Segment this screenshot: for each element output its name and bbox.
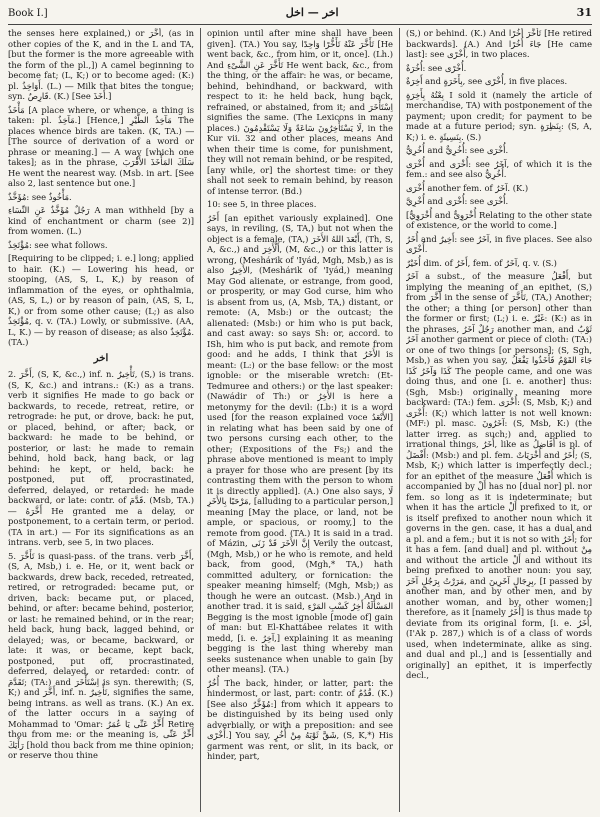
entry-paragraph: opinion until after mine shall have been given]. (TA.) You say, تَأَخَّرَ عَنْهُ تَأَخُّرًا وَاحِدًا [He went back, &c., from him, or it, once]. (Lh.) And تَأَخَّرَ عَنِ الشَّىْءِ He went back, &c., from the thing, or the affair: he was, or became, behind, behindhand, or backward, with respect to it: he held back, hung back, refrained, or abstained, from it; and اِسْتَأْخَرَ signifies the same. (The Lexicons in many places.) لَا يَسْتَأْخِرُونَ سَاعَةً وَلَا يَسْتَقْدِمُونَ, in the Kur vii. 32 and other places, means And when their time is come, for punishment, they will not remain behind, or be respited, [any while, or] the shortest time: or they shall not seek to remain behind, by reason of intense terror. (Bd.) — [207, 28, 394, 196]
entry-paragraph: مَأْخَذٌ [A place where, or whence, a thing is taken: pl. مَآخِذُ.] [Hence,] مَآخِذُ الطَّيْرِ The places whence birds are taken. (K, TA.) ― [The source of derivation of a word or phrase or meaning.] ― A way [which one takes]; as in the phrase, سَلَكَ المَأْخَذَ الأَقْرَبَ He went the nearest way. (Msb. in art. [See also 2, last sentence but one.] — [8, 104, 195, 188]
entry-paragraph: أَخِرَةٌ and بِأَخَرَةٍ, see أُخْرًى, in five places. — [406, 76, 568, 86]
entry-paragraph: أُخَرُ and أَخِيرٌ: see آخَرُ, in five places. See also أُخْرًى. — [406, 233, 593, 254]
entry-paragraph: أَخَرُ [an epithet variously explained]. One says, in reviling, (S, TA,) but not when the object is a female, (TA,) أَبْعَدَ اللهُ الأَخَرَ, (Th, S, A, &c.,) and أَلْأَخِرَ, (M, &c.,) or this latter is wrong, (Meshárik of 'Iyád, Mgh, Msb,) as is also الأَخِيرُ, (Meshárik of 'Iyád,) meaning May God alienate, or estrange, from good, or prosperity, or may God curse, him who is absent from us, (A, Msb, TA,) distant, or remote: (A, Msb:) or the outcast; the alienated: (Msb:) or him who is put back, and cast away: so says Sh: or, accord. to ISh, him who is put back, and remote from good: and he adds, I think that الأَخَرُ is meant: (L:) or the base fellow: or the most ignoble: or the miserable wretch: (Et-Tedmuree and others:) or the last speaker: (Nawádir of Th:) or الأَخِرُ is here a metonymy for the devil: (Lb:) it is a word used [for the reason explained voce الأَبْعَدُ] in relating what has been said by one of two persons cursing each other, to the other; (Expositions of the Fs;) and the phrase above mentioned is meant to imply a prayer for those who are present [by its contrasting them with the person to whom it is directly applied]. (A.) One also says, لَا مَرْحَبًا بِالأَخَرِ, [alluding to a particular person,] meaning [May the place, or land, not be ample, or spacious, or roomy,] to the remote from good. (TA.) It is said in a trad. of Mázin, إِنَّ الأَخَرَ قَدْ زَنَى Verily the outcast, (Mgh, Msb,) or he who is remote, and held back, from good, (Mgh,* TA,) hath committed adultery, or fornication: the speaker meaning himself; (Mgh, Msb;) as though he were an outcast. (Msb.) And in another trad. it is said, المَسْأَلَةُ أَخِرُ كَسْبِ المَرْءِ Begging is the most ignoble [mode of] gain of man: but El-Khattábee relates it with medd, [i. e. آخِرُ,] explaining it as meaning begging is the last thing whereby man seeks sustenance when unable to gain [by other means]. (TA.) — [207, 212, 394, 674]
entry-paragraph: أُخَيْرٌ dim. of أَخَرُ, fem. of آخَرُ, q. v. (S.) — [406, 257, 557, 268]
text-columns — [8, 28, 592, 812]
column-1 — [8, 28, 194, 812]
entry-paragraph: (S,) or behind. (K.) And تَأَخَّرَ أُخُرًا [He retired backwards]. (A.) And جَاءَ أُخُرًا [He came last]: see أُخْرًى, in two places. — [406, 28, 593, 59]
root-heading: اخر — [93, 352, 109, 364]
entry-paragraph: أُخْرَى another fem. of آخَرُ. (K.) — [406, 182, 529, 193]
entry-paragraph: the senses here explained,) or أَخَّرَ, (as in other copies of the K, and in the L and TA, [but the former is the more agreeable with the form of the pl.,]) A camel beginning to become fat; (L, K;) or to become aged: (K:) pl. أَوَاخِذُ. (L.) ― Milk that bites the tongue; syn. قَارِصٌ. (K.) [See أَخَذَ.] — [8, 28, 195, 101]
entry-paragraph: رَجُلٌ مُؤَخَّذٌ عَنِ النِّسَاءِ A man withheld [by a kind of enchantment or charm (see 2)] from women. (L.) — [8, 205, 195, 236]
entry-paragraph: أُخْرَى and أُخْرَى: see آخَرُ, of which it is the fem.: and see also أُخُرِيٌّ. — [406, 158, 593, 179]
entry-paragraph: أُخُرِيٌّ and أُخُرِيٌّ: see أُخْرَى. — [406, 145, 509, 155]
entry-paragraph: [Requiring to be clipped; i. e.] long; applied to hair. (K.) ― Lowering his head, or stooping, (AS, S, L, K,) by reason of inflammation of the eyes, or ophthalmia, (AS, S, L,) or by reason of pain, (AS, S, L, K,) or from some other cause; (L;) as also مُؤْتَخِذٌ, q. v. (TA.) Lowly, or submissive. (AA, L, K.) ― by reason of disease; as also مُؤْتَخِذٌ. (TA.) — [8, 253, 195, 347]
column-divider — [200, 28, 201, 812]
entry-paragraph: آخَرُ a subst., of the measure أَفْعَلُ, but implying the meaning of an epithet, (S,) from أَخَّرَ in the sense of تَأَخَّرَ, (TA,) Another; the other; a thing [or person] other than the former or first; (L;) i. e. غَيْرٌ: (K:) as in the phrases, رَجُلٌ آخَرُ another man, and ثَوْبٌ آخَرُ another garment or piece of cloth: (TA:) or one of two things [or persons]; (S, Sgh, Msb,) as when you say, جَاءَ القَوْمُ فَأَخَذُوا يَفْعَلُ كَذَا وَآخَرُ كَذَا The people came, and one was doing thus, and one [i. e. another] thus: (Sgh, Msb:) originally meaning more backward: (TA:) fem. أُخْرَى: (S, Msb, K;) and أُخْرَى: (K;) which latter is not well known: (MF:) pl. masc. آخَرُونَ: (S, Msb, K:) (the latter irreg. as such;) and, applied to irrational things, أُخَرُ, like as أَفَاضِلُ is pl. of أَفْضَلُ: (Msb:) and pl. fem. أُخْرَيَاتٌ and أُخَرُ; (S, Msb, K;) which latter is imperfectly decl.; for an epithet of the measure أُفْعَلُ which is accompanied by أَلْ has no [dual nor] pl. nor fem. so long as it is indeterminate; but when it has the article أَلْ prefixed to it, or is itself prefixed to another noun which it governs in the gen. case, it has a dual and a pl. and a fem.; but it is not so with أُخَرُ; for it has a fem. [and dual] and pl. without مِنْ and without the article أَلْ and without its being prefixed to another noun: you say, مَرَرْتُ بِرَجُلٍ آخَرَ, and بِرِجَالٍ آخَرِينَ, [I passed by another man, and by other men, and by another woman, and by other women;] therefore, as it [namely أُخَرُ] is thus made to deviate from its original form, [i. e. أُخَرُ, (I'Ak p. 287,) which is of a class of words used, when indeterminate, alike as sing. and dual and pl.,] and is [essentially and originally] an epithet, it is imperfectly decl., — [406, 271, 593, 680]
entry-paragraph: أُخُرَةٌ: see أُخْرًى. — [406, 62, 467, 73]
page-number: 31 — [576, 6, 592, 19]
column-3 — [406, 28, 592, 812]
entry-paragraph: أُخُرٌ The back, hinder, or latter, part: the hindermost, or last, part: contr. of قُدُمٌ. (K.) [See also مُؤَخَّرٌ:] from which it appears to be distinguished by its being used only adverbially, or with a preposition: and see أُخْرًى.] You say, شَقَّ ثَوْبَهُ مِنْ أُخُرٍ, (S, K,*) His garment was rent, or slit, in its back, or hinder, part, — [207, 677, 394, 761]
entry-paragraph: مُؤَخَّذٌ: see مَأْخُوذٌ. — [8, 191, 72, 202]
entry-paragraph: بِعْتُهُ بِأَخِرَةٍ I sold it (namely the article of merchandise, TA) with postponement of the payment; upon credit; for payment to be made at a future period; syn. بِنَظِرَةٍ: (S, A, K;) i. e. بِنَسِيئَةٍ. (S.) — [406, 89, 593, 142]
entry-paragraph: 10: see 5, in three places. — [207, 199, 317, 209]
column-2 — [207, 28, 393, 812]
book-label: Book I.] — [8, 8, 48, 19]
column-divider — [399, 28, 400, 812]
root-range: اخر — اخل — [285, 6, 339, 19]
entry-paragraph: 2. أَخَّرَ, (S, K, &c.,) inf. n. تَأْخِيرٌ, (S,) is trans. (S, K, &c.) and intrans.: (K:) as a trans. verb it signifies He made to go back or backwards, to recede, retreat, retire, or retrograde: he put, or drove, back: he put, or placed, behind, or after; back, or backward: he made to be behind, or posterior, or last: he made to remain behind, hold back, hang back, or lag behind: he kept, or held, back: he postponed, put off, procrastinated, deferred, delayed, or retarded: he made backward, or late: contr. of قَدَّمَ. (Msb, TA.) ― أَخَّرَهُ He granted me a delay, or postponement, to a certain term, or period. (TA in art.) ― For its significations as an intrans. verb, see 5, in two places. — [8, 369, 195, 547]
entry-paragraph: مُؤْتَخِذٌ: see what follows. — [8, 239, 108, 250]
entry-paragraph: [أُخْرَوِيٌّ and أُخْرَوِىٌّ Relating to the other state of existence, or the world to come.] — [406, 209, 592, 230]
entry-paragraph: أُخْرِيَّ and أُخْرَى: see أُخْرَى. — [406, 196, 509, 206]
running-header — [8, 6, 592, 25]
entry-paragraph: 5. تَأَخَّرَ is quasi-pass. of the trans. verb أَخَّرَ, (S, A, Msb,) i. e. He, or it, went back or backwards, drew back, receded, retreated, retired, or retrograded: became put, or driven, back: became put, or placed, behind, or after: became behind, posterior, or last: he remained behind, or in the rear; held back, hung back, lagged behind, or delayed; was, or became, backward, or late: it was, or became, kept back, postponed, put off, procrastinated, deferred, delayed, or retarded: contr. of تَقَدَّمَ; (TA:) and اِسْتَأْخَرَ is syn. therewith; (S, K;) and أَخَّرَ, inf. n. تَأْخِيرٌ, signifies the same, being intrans. as well as trans. (K.) An ex. of the latter occurs in a saying of Mohammad to 'Omar: أَخِّرْ عَنِّى يَا عُمَرُ Retire thou from me: or the meaning is, أَخِّرْ عَنِّى رَأْيَكَ [hold thou back from me thine opinion; or reserve thou thine — [8, 550, 195, 760]
